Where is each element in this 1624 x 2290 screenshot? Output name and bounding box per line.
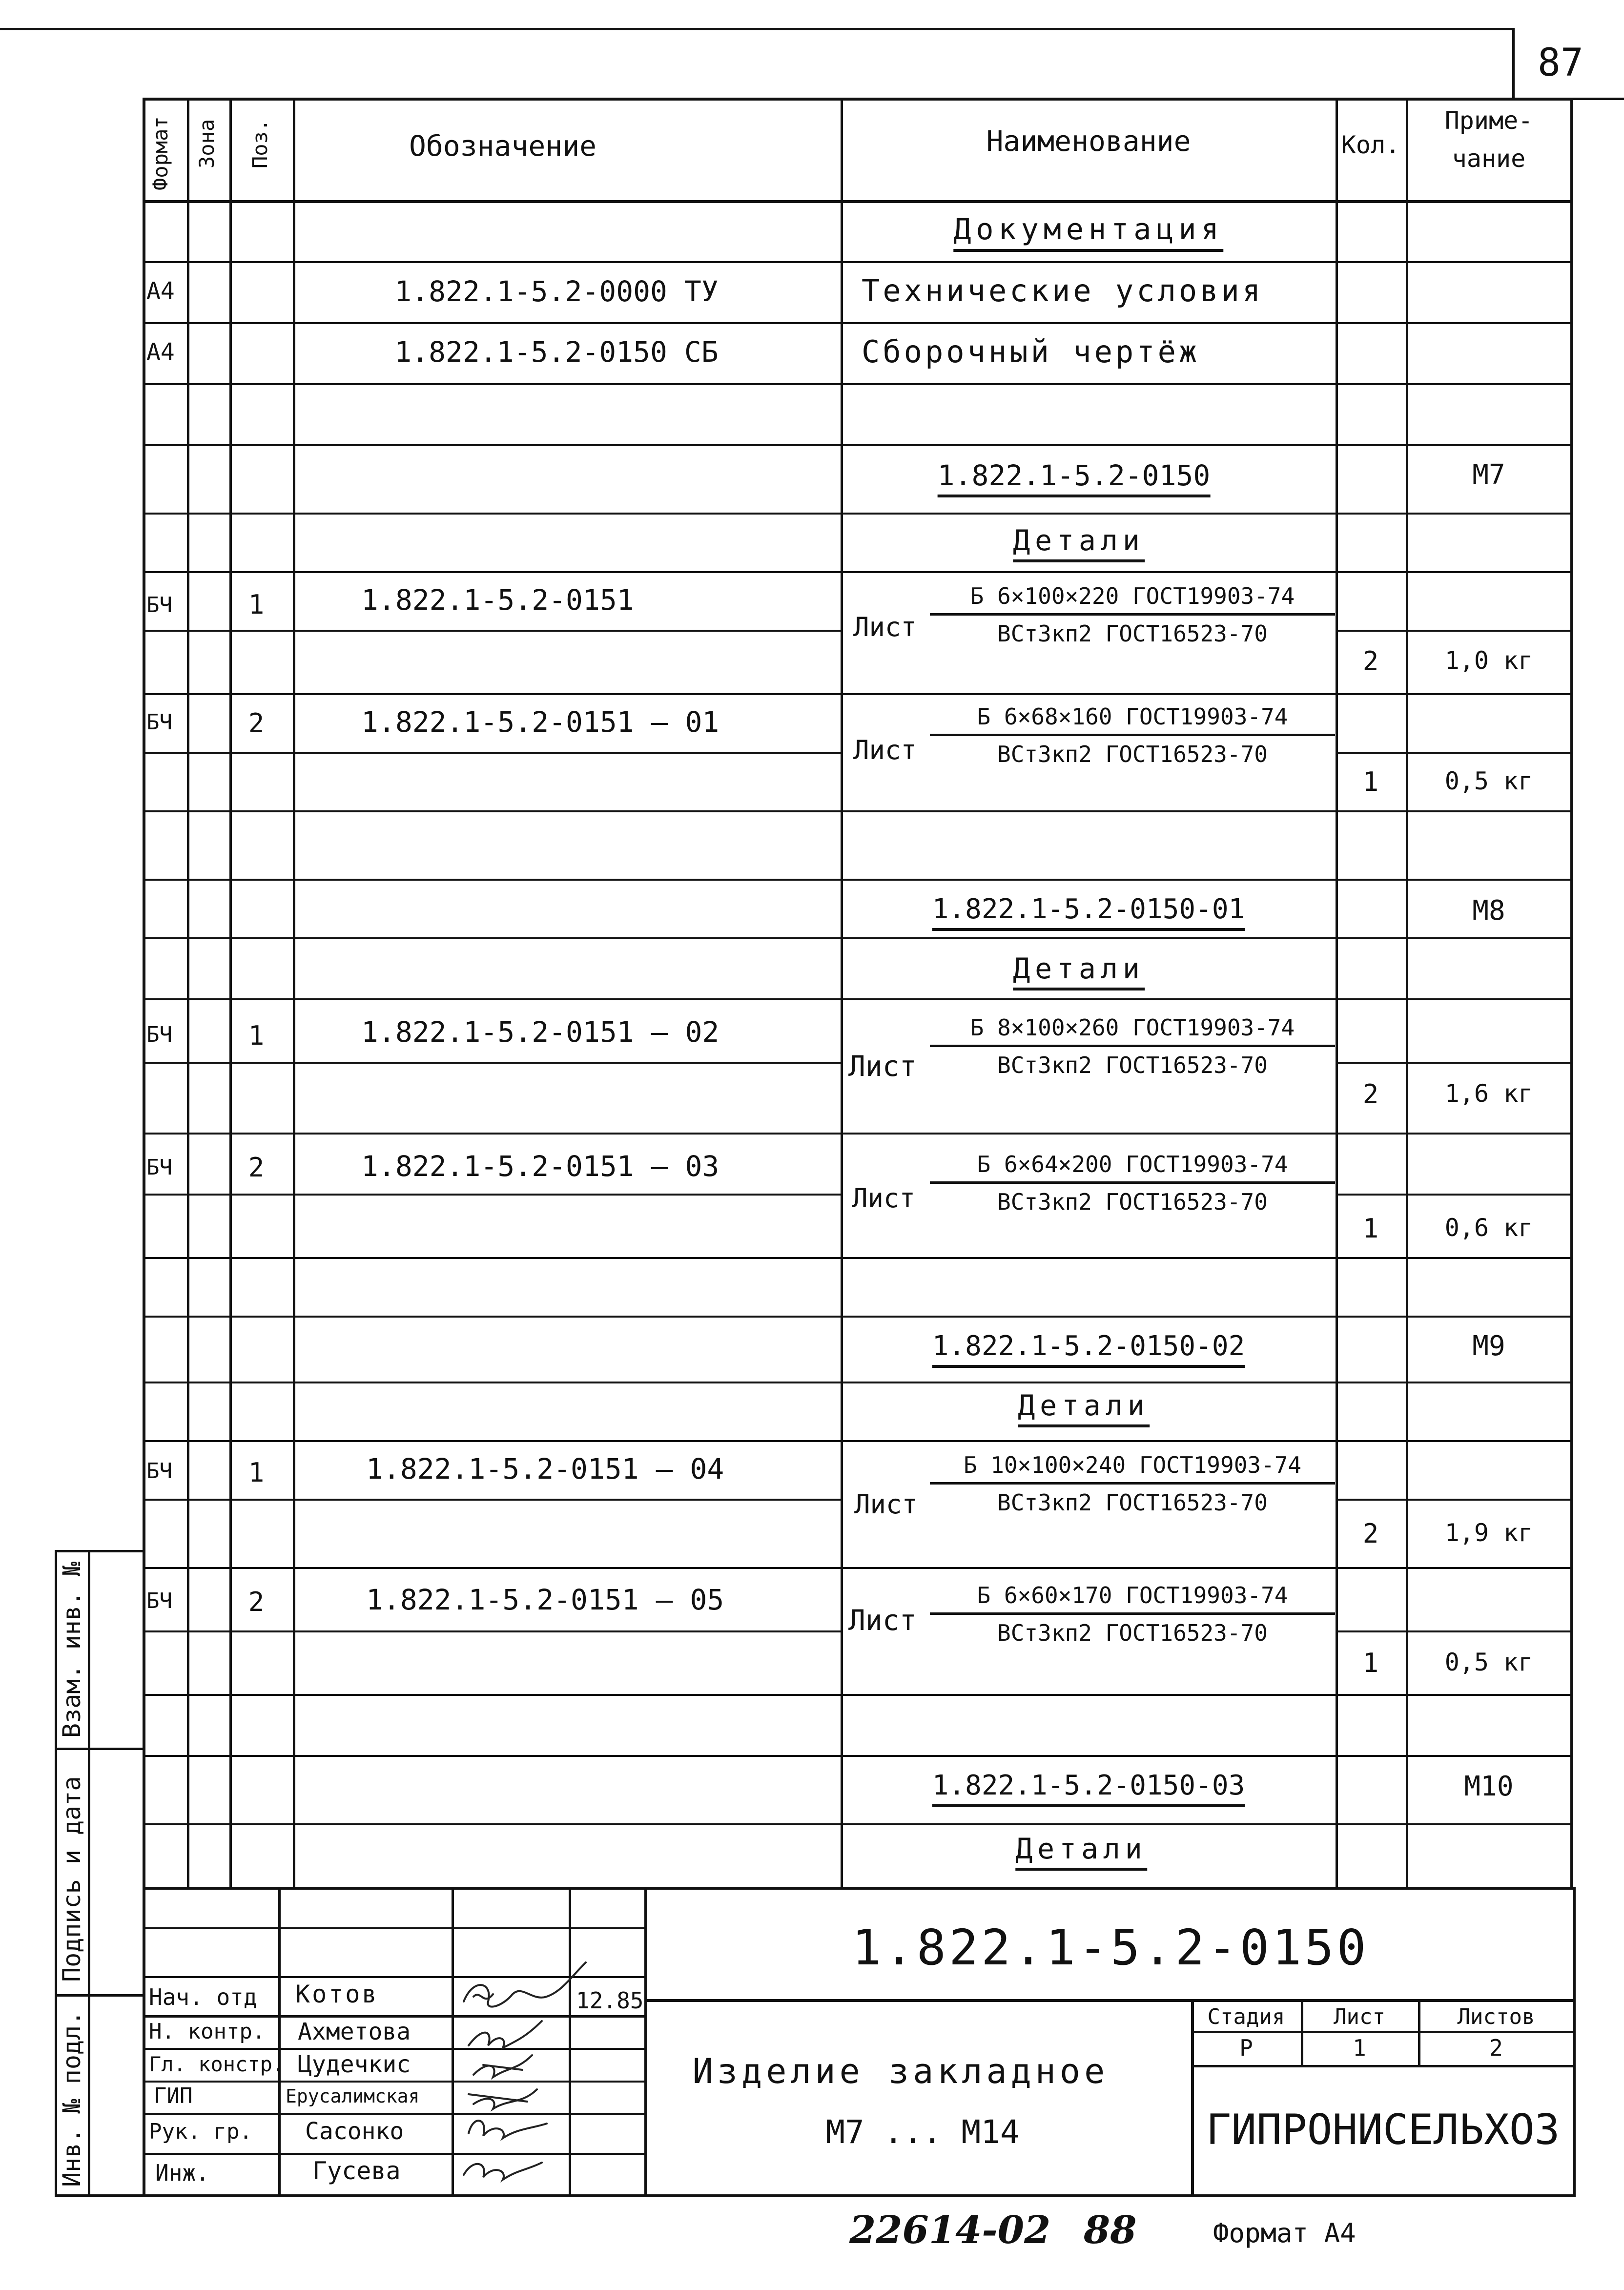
- row-note: М7: [1472, 459, 1505, 491]
- row-line: [143, 1499, 842, 1501]
- sheets-label: Листов: [1457, 2004, 1535, 2029]
- organization-name: ГИПРОНИСЕЛЬХОЗ: [1206, 2105, 1560, 2154]
- material-denominator: ВСт3кп2 ГОСТ16523-70: [997, 741, 1268, 767]
- material-fraction: [930, 705, 1335, 765]
- page-number-box-left: [1512, 28, 1515, 100]
- side-stamp-bottom: [55, 2194, 144, 2197]
- assembly-heading: 1.822.1-5.2-0150-01: [932, 896, 1245, 931]
- row-qty: 1: [1362, 1213, 1379, 1244]
- table-frame-left: [143, 98, 145, 2197]
- sign-grid-row: [143, 1927, 645, 1929]
- row-note: 0,6 кг: [1444, 1214, 1533, 1242]
- sign-role: Нач. отд: [149, 1984, 257, 2010]
- header-note-line2: чание: [1452, 144, 1526, 173]
- title-block-doc-row-line: [644, 1999, 1574, 2002]
- row-line: [143, 630, 842, 632]
- row-name: Сборочный чертёж: [862, 334, 1200, 370]
- title-block-stage-col: [1301, 1999, 1303, 2067]
- row-line: [143, 1382, 1572, 1383]
- sheet-label: Лист: [1334, 2004, 1385, 2029]
- row-line: [143, 261, 1572, 263]
- title-block-stage-left: [1191, 1999, 1194, 2197]
- title-block-stage-value-line: [1191, 2065, 1574, 2067]
- material-numerator: Б 8×100×260 ГОСТ19903-74: [930, 1016, 1335, 1047]
- row-material-prefix: Лист: [853, 612, 917, 642]
- material-numerator: Б 10×100×240 ГОСТ19903-74: [930, 1454, 1335, 1485]
- title-block-bottom: [143, 2194, 1575, 2197]
- row-line: [143, 444, 1572, 446]
- title-block-right: [1573, 1887, 1576, 2197]
- product-name: Изделие закладное: [692, 2051, 1109, 2091]
- sign-role: Гл. констр.: [149, 2052, 285, 2076]
- document-number: 1.822.1-5.2-0150: [852, 1919, 1369, 1976]
- row-designation: 1.822.1-5.2-0000 ТУ: [394, 275, 719, 308]
- row-line: [143, 693, 1572, 695]
- row-line: [143, 1194, 842, 1196]
- row-note: 0,5 кг: [1444, 1648, 1533, 1676]
- stage-value: Р: [1239, 2035, 1253, 2061]
- side-stamp-sep2: [55, 1994, 144, 1997]
- sheets-value: 2: [1489, 2035, 1503, 2061]
- row-qty: 2: [1362, 646, 1379, 677]
- row-line: [143, 1440, 1572, 1442]
- row-designation: 1.822.1-5.2-0150 СБ: [394, 335, 719, 369]
- row-note: 1,0 кг: [1444, 646, 1533, 675]
- row-line: [143, 879, 1572, 881]
- header-format: Формат: [148, 116, 172, 190]
- archive-number: 22614-02: [849, 2208, 1051, 2252]
- row-line: [143, 1257, 1572, 1259]
- header-zone: Зона: [195, 119, 219, 168]
- row-pos: 1: [248, 589, 265, 620]
- row-note: М9: [1472, 1330, 1505, 1362]
- row-format: БЧ: [146, 710, 172, 735]
- row-line: [143, 383, 1572, 385]
- row-note: М8: [1472, 895, 1505, 927]
- section-heading-documentation: Документация: [953, 215, 1223, 252]
- sign-grid-col1: [278, 1887, 281, 2197]
- material-denominator: ВСт3кп2 ГОСТ16523-70: [997, 1489, 1268, 1516]
- col-sep-designation: [841, 98, 843, 1889]
- side-stamp-top: [55, 1550, 144, 1552]
- table-frame-top: [143, 98, 1572, 101]
- sign-date: 12.85: [576, 1987, 644, 2014]
- top-border-line: [0, 28, 1513, 30]
- col-sep-zone: [229, 98, 232, 1889]
- side-stamp-sign-date: Подпись и дата: [58, 1776, 86, 1982]
- row-qty: 1: [1362, 1648, 1379, 1678]
- sign-name: Ахметова: [298, 2018, 411, 2045]
- row-line: [143, 1133, 1572, 1135]
- header-qty: Кол.: [1341, 131, 1400, 159]
- row-line: [143, 322, 1572, 324]
- table-frame-right: [1570, 98, 1573, 1889]
- header-pos: Поз.: [248, 119, 272, 168]
- row-designation: 1.822.1-5.2-0151 – 05: [366, 1583, 724, 1616]
- page-number: 87: [1538, 41, 1583, 85]
- row-qty: 2: [1362, 1518, 1379, 1549]
- row-line: [1336, 1499, 1572, 1501]
- header-note-line1: Приме-: [1444, 106, 1533, 135]
- row-designation: 1.822.1-5.2-0151: [361, 583, 634, 617]
- material-fraction: [930, 1584, 1335, 1644]
- row-line: [143, 998, 1572, 1000]
- assembly-heading: 1.822.1-5.2-0150: [938, 461, 1211, 497]
- row-line: [143, 1062, 842, 1064]
- row-material-prefix: Лист: [852, 1183, 916, 1214]
- row-pos: 1: [248, 1020, 265, 1051]
- row-material-prefix: Лист: [848, 1604, 917, 1637]
- sign-role: ГИП: [154, 2084, 193, 2108]
- row-format: БЧ: [146, 593, 172, 618]
- section-heading-parts: Детали: [1013, 954, 1145, 990]
- row-material-prefix: Лист: [848, 1050, 917, 1083]
- material-fraction: [930, 1454, 1335, 1514]
- row-format: БЧ: [146, 1022, 172, 1047]
- sheet-value: 1: [1353, 2035, 1366, 2061]
- row-pos: 1: [248, 1457, 265, 1488]
- material-fraction: [930, 1153, 1335, 1213]
- title-block-top: [143, 1887, 1575, 1890]
- material-denominator: ВСт3кп2 ГОСТ16523-70: [997, 1620, 1268, 1646]
- row-qty: 1: [1362, 766, 1379, 797]
- col-sep-qty: [1406, 98, 1408, 1889]
- row-note: 0,5 кг: [1444, 767, 1533, 795]
- material-numerator: Б 6×68×160 ГОСТ19903-74: [930, 705, 1335, 736]
- sign-role: Н. контр.: [149, 2019, 266, 2044]
- side-stamp-left: [55, 1550, 57, 2197]
- section-heading-parts: Детали: [1015, 1835, 1147, 1871]
- row-format: А4: [146, 277, 175, 305]
- row-designation: 1.822.1-5.2-0151 – 02: [361, 1015, 719, 1049]
- row-line: [143, 1755, 1572, 1757]
- row-line: [1336, 1062, 1572, 1064]
- row-pos: 2: [248, 1587, 265, 1617]
- title-block-stage-header-line: [1191, 2031, 1574, 2033]
- row-name: Технические условия: [862, 273, 1264, 309]
- col-sep-name: [1336, 98, 1338, 1889]
- section-heading-parts: Детали: [1013, 526, 1145, 562]
- row-line: [1336, 1194, 1572, 1196]
- header-bottom-line: [143, 200, 1572, 203]
- row-line: [1336, 752, 1572, 754]
- side-stamp-inv-orig: Инв. № подл.: [58, 2010, 86, 2187]
- row-format: БЧ: [146, 1155, 172, 1180]
- row-format: БЧ: [146, 1589, 172, 1613]
- material-denominator: ВСт3кп2 ГОСТ16523-70: [997, 620, 1268, 647]
- material-numerator: Б 6×100×220 ГОСТ19903-74: [930, 585, 1335, 616]
- sign-name: Сасонко: [305, 2118, 404, 2145]
- section-heading-parts: Детали: [1018, 1391, 1150, 1427]
- title-block-sheet-col: [1418, 1999, 1420, 2067]
- row-line: [143, 1823, 1572, 1825]
- title-block-main-divider: [644, 1887, 647, 2197]
- row-material-prefix: Лист: [854, 1489, 918, 1520]
- row-designation: 1.822.1-5.2-0151 – 04: [366, 1452, 724, 1485]
- side-stamp-replace-inv: Взам. инв. №: [58, 1561, 86, 1738]
- row-material-prefix: Лист: [853, 735, 917, 765]
- stage-label: Стадия: [1207, 2004, 1285, 2029]
- archive-sheet-number: 88: [1084, 2208, 1137, 2252]
- material-fraction: [930, 1016, 1335, 1076]
- row-line: [143, 1694, 1572, 1696]
- row-pos: 2: [248, 1152, 265, 1183]
- sign-role: Рук. гр.: [149, 2119, 252, 2144]
- side-stamp-divider: [88, 1550, 90, 2197]
- header-designation: Обозначение: [409, 129, 597, 163]
- material-denominator: ВСт3кп2 ГОСТ16523-70: [997, 1189, 1268, 1215]
- material-numerator: Б 6×60×170 ГОСТ19903-74: [930, 1584, 1335, 1615]
- row-note: 1,9 кг: [1444, 1519, 1533, 1547]
- sign-role: Инж.: [155, 2160, 209, 2186]
- row-line: [143, 571, 1572, 573]
- assembly-heading: 1.822.1-5.2-0150-02: [932, 1333, 1245, 1368]
- paper-format-label: Формат А4: [1213, 2218, 1356, 2249]
- material-numerator: Б 6×64×200 ГОСТ19903-74: [930, 1153, 1335, 1184]
- row-line: [143, 752, 842, 754]
- row-format: БЧ: [146, 1459, 172, 1484]
- sign-name: Ерусалимская: [286, 2085, 420, 2107]
- row-designation: 1.822.1-5.2-0151 – 03: [361, 1150, 719, 1183]
- handwritten-signatures: [454, 1948, 600, 2192]
- row-note: 1,6 кг: [1444, 1079, 1533, 1108]
- row-line: [143, 1316, 1572, 1318]
- header-name: Наименование: [986, 124, 1191, 158]
- sign-name: Котов: [295, 1980, 379, 2008]
- row-qty: 2: [1362, 1079, 1379, 1110]
- row-note: М10: [1464, 1771, 1514, 1802]
- side-stamp-sep1: [55, 1748, 144, 1750]
- material-fraction: [930, 585, 1335, 645]
- col-sep-format: [187, 98, 189, 1889]
- row-line: [143, 810, 1572, 812]
- sign-name: Гусева: [312, 2157, 401, 2185]
- product-range: М7 ... М14: [825, 2113, 1020, 2151]
- row-line: [1336, 1630, 1572, 1632]
- row-line: [143, 513, 1572, 515]
- sign-name: Цудечкис: [298, 2051, 411, 2078]
- row-line: [143, 1567, 1572, 1569]
- assembly-heading: 1.822.1-5.2-0150-03: [932, 1772, 1245, 1807]
- row-line: [143, 937, 1572, 939]
- row-pos: 2: [248, 708, 265, 739]
- row-line: [143, 1630, 842, 1632]
- material-denominator: ВСт3кп2 ГОСТ16523-70: [997, 1052, 1268, 1078]
- col-sep-pos: [293, 98, 295, 1889]
- row-format: А4: [146, 338, 175, 366]
- row-designation: 1.822.1-5.2-0151 – 01: [361, 705, 719, 739]
- row-line: [1336, 630, 1572, 632]
